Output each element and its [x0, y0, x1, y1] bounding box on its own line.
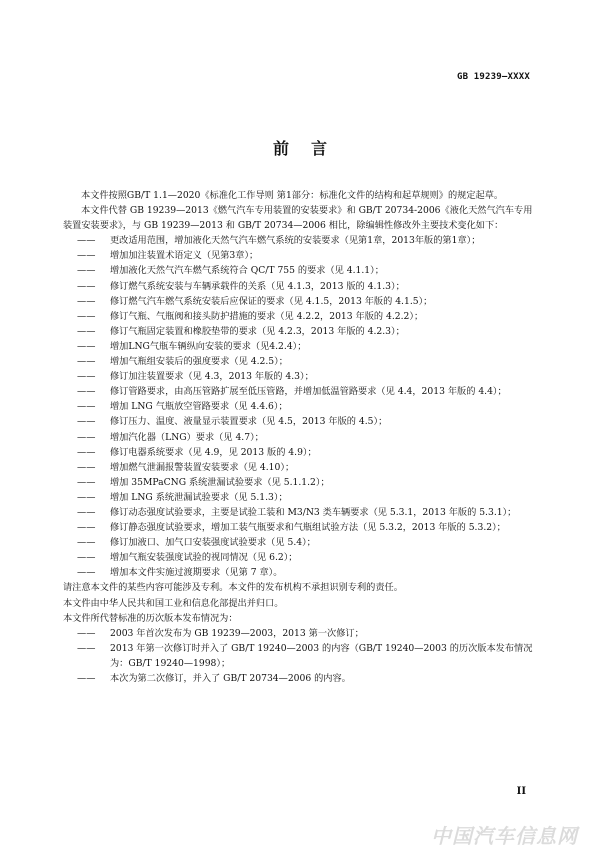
list-dash: ——: [77, 386, 96, 398]
watermark-logo: 中国汽车信息网: [431, 824, 578, 848]
change-item-text: 修订加液口、加气口安装强度试验要求（见 5.4）；: [110, 537, 316, 549]
change-item: [63, 384, 538, 399]
change-item: [63, 354, 538, 369]
change-item-text: 增加气瓶组安装后的强度要求（见 4.2.5）；: [110, 356, 288, 368]
list-dash: ——: [77, 627, 96, 639]
change-item-text: 修订电器系统要求（见 4.9，见 2013 版的 4.9）；: [110, 446, 317, 458]
history-item-text: 2003 年首次发布为 GB 19239—2003，2013 第一次修订；: [110, 627, 364, 639]
change-item-text: 修订加注装置要求（见 4.3，2013 年版的 4.3）；: [110, 371, 314, 383]
list-dash: ——: [77, 371, 96, 383]
change-item: [63, 445, 538, 460]
list-dash: ——: [77, 673, 96, 684]
list-dash: ——: [77, 491, 96, 503]
change-item: [63, 369, 538, 384]
history-list: [63, 626, 538, 686]
change-item-text: 修订管路要求，由高压管路扩展至低压管路，并增加低温管路要求（见 4.4，2013 年版的 4.4）；: [110, 386, 507, 398]
change-item: [63, 309, 538, 324]
change-item: [63, 430, 538, 445]
page-number: II: [516, 786, 526, 797]
change-item: [63, 414, 538, 429]
standard-code: GB 19239—XXXX: [456, 72, 530, 82]
change-item-text: 修订气瓶固定装置和橡胶垫带的要求（见 4.2.3，2013 年版的 4.2.3）；: [110, 325, 405, 337]
intro-paragraph: 本文件按照GB/T 1.1—2020《标准化工作导则 第1部分：标准化文件的结构和起草规则》的规定起草。: [81, 190, 504, 201]
change-item-text: 增加液化天然气汽车燃气系统符合 QC/T 755 的要求（见 4.1.1）；: [110, 265, 384, 277]
patent-note: 请注意本文件的某些内容可能涉及专利。本文件的发布机构不承担识别专利的责任。: [63, 582, 403, 594]
change-item: [63, 248, 538, 263]
list-dash: ——: [77, 401, 96, 413]
change-item: [63, 233, 538, 248]
change-item-text: 增加加注装置术语定义（见第3章）；: [110, 250, 259, 262]
change-item-text: 修订燃气系统安装与车辆承载件的关系（见 4.1.3，2013 版的 4.1.3）；: [110, 280, 405, 292]
change-item-text: 修订动态强度试验要求，主要是试验工装和 M3/N3 类车辆要求（见 5.3.1，2013 年版的 5.3.1）；: [110, 506, 517, 518]
list-dash: ——: [77, 522, 96, 534]
list-dash: ——: [77, 642, 96, 654]
list-dash: ——: [77, 340, 96, 352]
list-dash: ——: [77, 567, 96, 579]
list-dash: ——: [77, 265, 96, 277]
history-item-text: 本次为第二次修订，并入了 GB/T 20734—2006 的内容。: [110, 673, 351, 684]
change-item-text: 修订压力、温度、液量显示装置要求（见 4.5，2013 年版的 4.5）；: [110, 416, 388, 428]
list-dash: ——: [77, 356, 96, 368]
change-item-text: 增加LNG气瓶车辆纵向安装的要求（见4.2.4）；: [110, 340, 307, 352]
list-dash: ——: [77, 446, 96, 458]
list-dash: ——: [77, 235, 96, 247]
list-dash: ——: [77, 461, 96, 473]
list-dash: ——: [77, 250, 96, 262]
change-item-text: 修订气瓶、气瓶阀和接头防护措施的要求（见 4.2.2，2013 年版的 4.2.2）；: [110, 310, 424, 322]
history-item: [63, 671, 538, 686]
list-dash: ——: [77, 537, 96, 549]
list-dash: ——: [77, 325, 96, 337]
change-item-text: 修订静态强度试验要求，增加工装气瓶要求和气瓶组试验方法（见 5.3.2，2013 年版的 5.3.2）；: [110, 522, 506, 534]
change-item: [63, 263, 538, 278]
change-item: [63, 550, 538, 565]
history-item-text: 2013 年第一次修订时并入了 GB/T 19240—2003 的内容（GB/T 19240—2003 的历次版本发布情况为：GB/T 19240—1998）；: [110, 642, 533, 669]
change-item: [63, 505, 538, 520]
change-item: [63, 565, 538, 580]
list-dash: ——: [77, 552, 96, 564]
change-item: [63, 324, 538, 339]
replaces-paragraph: 本文件代替 GB 19239—2013《燃气汽车专用装置的安装要求》和 GB/T 20734-2006《液化天然气汽车专用装置安装要求》，与 GB 19239—2013 和 GB/T 20734—2006 相比，除编辑性修改外主要技术变化如下：: [63, 205, 533, 232]
proposer-note: 本文件由中华人民共和国工业和信息化部提出并归口。: [63, 597, 284, 609]
changes-list: [63, 233, 538, 580]
change-item-text: 增加 LNG 系统泄漏试验要求（见 5.1.3）；: [110, 491, 288, 503]
change-item-text: 增加 35MPaCNG 系统泄漏试验要求（见 5.1.1.2）；: [110, 476, 330, 488]
change-item: [63, 490, 538, 505]
change-item: [63, 520, 538, 535]
list-dash: ——: [77, 476, 96, 488]
change-item-text: 增加 LNG 气瓶放空管路要求（见 4.4.6）；: [110, 401, 288, 413]
change-item: [63, 294, 538, 309]
history-item: [63, 626, 538, 641]
change-item-text: 增加本文件实施过渡期要求（见第 7 章）。: [110, 567, 283, 579]
list-dash: ——: [77, 506, 96, 518]
history-item: [63, 641, 538, 671]
list-dash: ——: [77, 431, 96, 443]
change-item-text: 增加汽化器（LNG）要求（见 4.7）；: [110, 431, 264, 443]
page-title: 前言: [272, 139, 349, 158]
document-body: [63, 188, 538, 686]
list-dash: ——: [77, 416, 96, 428]
change-item: [63, 279, 538, 294]
change-item: [63, 460, 538, 475]
change-item: [63, 535, 538, 550]
change-item-text: 更改适用范围，增加液化天然气汽车燃气系统的安装要求（见第1章，2013年版的第1章）；: [110, 235, 481, 247]
history-intro: 本文件所代替标准的历次版本发布情况为：: [63, 612, 238, 624]
change-item: [63, 475, 538, 490]
list-dash: ——: [77, 280, 96, 292]
change-item-text: 增加燃气泄漏报警装置安装要求（见 4.10）；: [110, 461, 295, 473]
change-item-text: 修订燃气汽车燃气系统安装后应保证的要求（见 4.1.5，2013 年版的 4.1.5）；: [110, 295, 433, 307]
list-dash: ——: [77, 295, 96, 307]
list-dash: ——: [77, 310, 96, 322]
change-item: [63, 399, 538, 414]
change-item-text: 增加气瓶安装强度试验的视同情况（见 6.2）；: [110, 552, 298, 564]
change-item: [63, 339, 538, 354]
